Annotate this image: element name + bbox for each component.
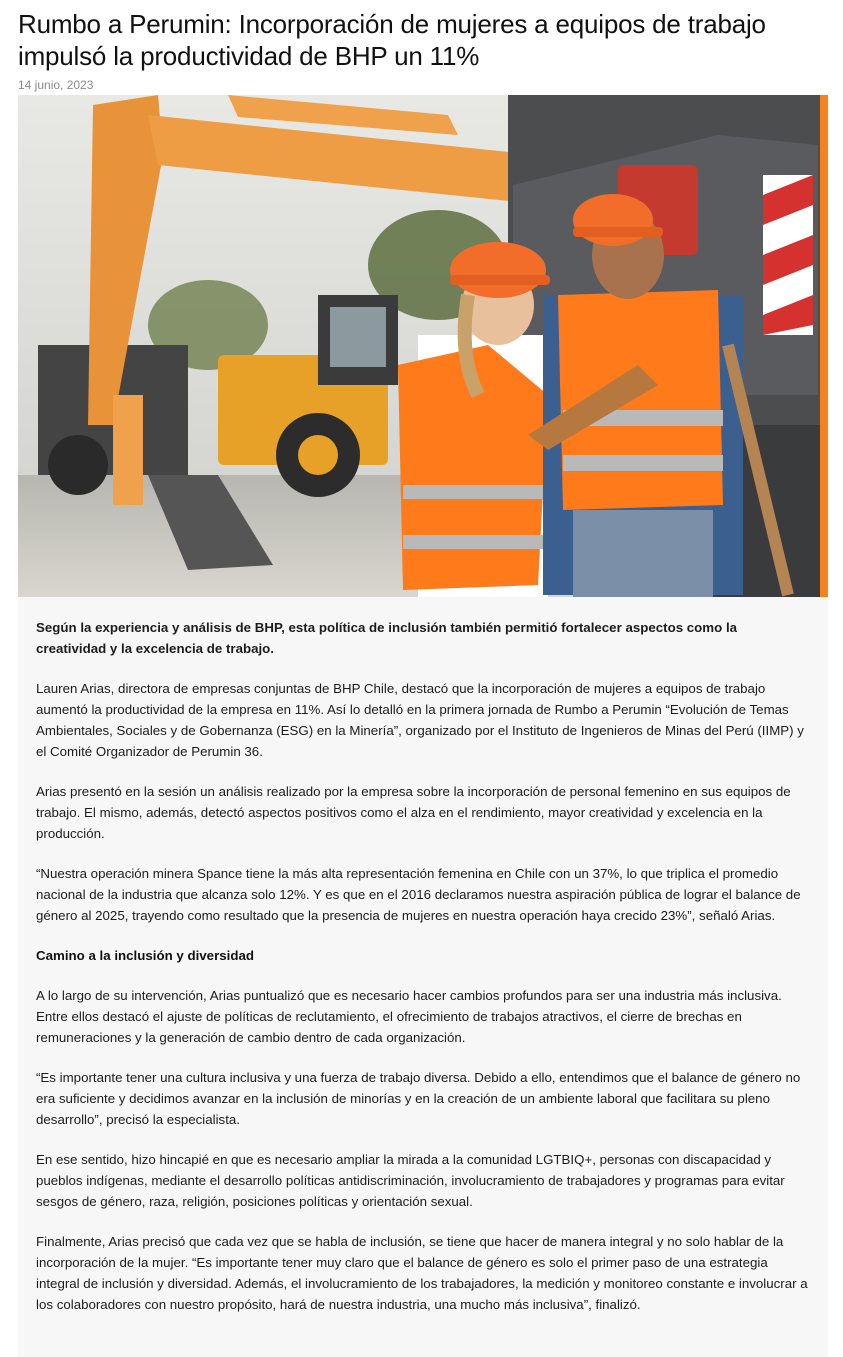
article-paragraph: “Nuestra operación minera Spance tiene la más alta representación femenina en Chile con un 37%, lo que triplica el promedio nacional de la industria que alcanza solo 12%. Y es que en el 2016 declaramos nuestra aspiración pública de lograr el balance de género al 2025, trayendo como resultado que la presencia de mujeres en nuestra operación haya crecido 23%”, señaló Arias. xyxy=(36,866,801,923)
article-paragraph: Finalmente, Arias precisó que cada vez que se habla de inclusión, se tiene que hacer de manera integral y no solo hablar de la incorporación de la mujer. “Es importante tener muy claro que el balance de género es solo el primer paso de una estrategia integral de inclusión y diversidad. Además, el involucramiento de los trabajadores, la medición y monitoreo constante e involucrar a los colaboradores con nuestro propósito, hará de nuestra industria, una mucho más inclusiva”, finalizó. xyxy=(36,1234,808,1312)
article-date: 14 junio, 2023 xyxy=(18,78,94,92)
hero-image xyxy=(18,95,828,597)
article-paragraph: Lauren Arias, directora de empresas conjuntas de BHP Chile, destacó que la incorporación de mujeres a equipos de trabajo aumentó la productividad de la empresa en 11%. Así lo detalló en la primera jornada de Rumbo a Perumin “Evolución de Temas Ambientales, Sociales y de Gobernanza (ESG) en la Minería”, organizado por el Instituto de Ingenieros de Minas del Perú (IIMP) y el Comité Organizador de Perumin 36. xyxy=(36,681,804,759)
article-paragraph: A lo largo de su intervención, Arias puntualizó que es necesario hacer cambios profundos para ser una industria más inclusiva. Entre ellos destacó el ajuste de políticas de reclutamiento, el ofrecimiento de trabajos atractivos, el cierre de brechas en remuneraciones y la generación de cambio dentro de cada organización. xyxy=(36,988,782,1045)
article-subheading: Camino a la inclusión y diversidad xyxy=(36,948,254,963)
article-lead: Según la experiencia y análisis de BHP, esta política de inclusión también permitió fortalecer aspectos como la creatividad y la excelencia de trabajo. xyxy=(36,620,738,656)
article-paragraph: Arias presentó en la sesión un análisis realizado por la empresa sobre la incorporación de personal femenino en sus equipos de trabajo. El mismo, además, detectó aspectos positivos como el alza en el rendimiento, mayor creatividad y excelencia en la producción. xyxy=(36,784,791,841)
article-paragraph: En ese sentido, hizo hincapié en que es necesario ampliar la mirada a la comunidad LGTBIQ+, personas con discapacidad y pueblos indígenas, mediante el desarrollo políticas antidiscriminación, involucramiento de trabajadores y programas para evitar sesgos de género, raza, religión, posiciones políticas y orientación sexual. xyxy=(36,1152,785,1209)
article-paragraph: “Es importante tener una cultura inclusiva y una fuerza de trabajo diversa. Debido a ello, entendimos que el balance de género no era suficiente y decidimos avanzar en la inclusión de minorías y en la creación de un ambiente laboral que facilitara su pleno desarrollo”, precisó la especialista. xyxy=(36,1070,801,1127)
article-body xyxy=(18,597,828,1357)
construction-workers-photo xyxy=(18,95,828,597)
article-title: Rumbo a Perumin: Incorporación de mujeres a equipos de trabajo impulsó la productividad de BHP un 11% xyxy=(18,9,766,71)
